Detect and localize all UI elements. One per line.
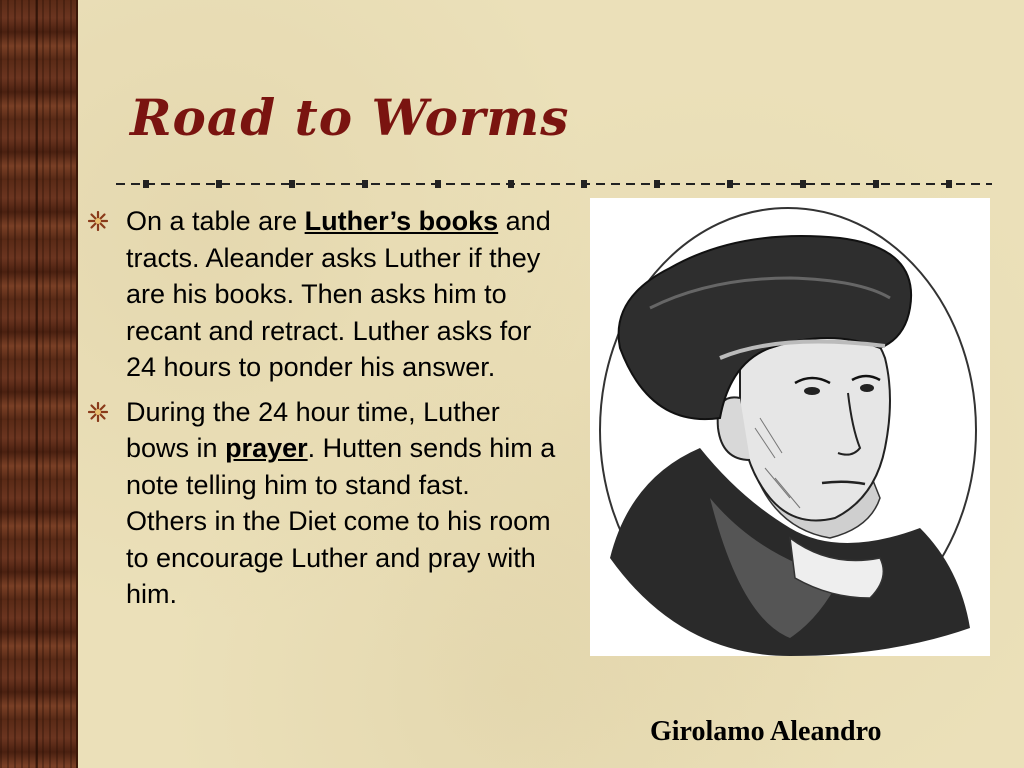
wood-border-strip (0, 0, 78, 768)
divider-ornament-dot (216, 180, 222, 188)
portrait-caption: Girolamo Aleandro (650, 716, 882, 747)
bullet-list (88, 203, 558, 621)
divider-ornament-dot (143, 180, 149, 188)
divider-ornament-dot (654, 180, 660, 188)
bullet-item-2 (88, 394, 558, 613)
bullet-1-text-end: and tracts. Aleander asks Luther if they are his books. Then asks him to recant and retract. Luther asks for 24 hours to ponder his answer. (126, 206, 551, 382)
bullet-2-text-end: . Hutten sends him a note telling him to stand fast. Others in the Diet come to his room to encourage Luther and pray with him. (126, 433, 556, 609)
divider-ornament-dot (435, 180, 441, 188)
bullet-2-emphasis: prayer (225, 433, 308, 463)
starburst-bullet-icon (88, 402, 108, 422)
bullet-1-text-start: On a table are (126, 206, 305, 236)
starburst-bullet-icon (88, 211, 108, 231)
bullet-2-text-start: During the 24 hour time, Luther bows in (126, 396, 500, 463)
divider-ornament-dot (873, 180, 879, 188)
divider-ornament-dot (727, 180, 733, 188)
divider-ornament-dot (289, 180, 295, 188)
divider-ornament-dot (946, 180, 952, 188)
ornamental-divider (116, 176, 992, 192)
divider-ornament-dot (362, 180, 368, 188)
bullet-1-emphasis: Luther’s books (304, 206, 499, 236)
divider-ornament-dot (581, 180, 587, 188)
engraved-portrait-drawing (590, 198, 990, 656)
portrait-image (590, 198, 990, 656)
slide-title: Road to Worms (130, 88, 570, 147)
divider-ornament-dot (508, 180, 514, 188)
bullet-item-1 (88, 203, 558, 386)
divider-ornament-dot (800, 180, 806, 188)
